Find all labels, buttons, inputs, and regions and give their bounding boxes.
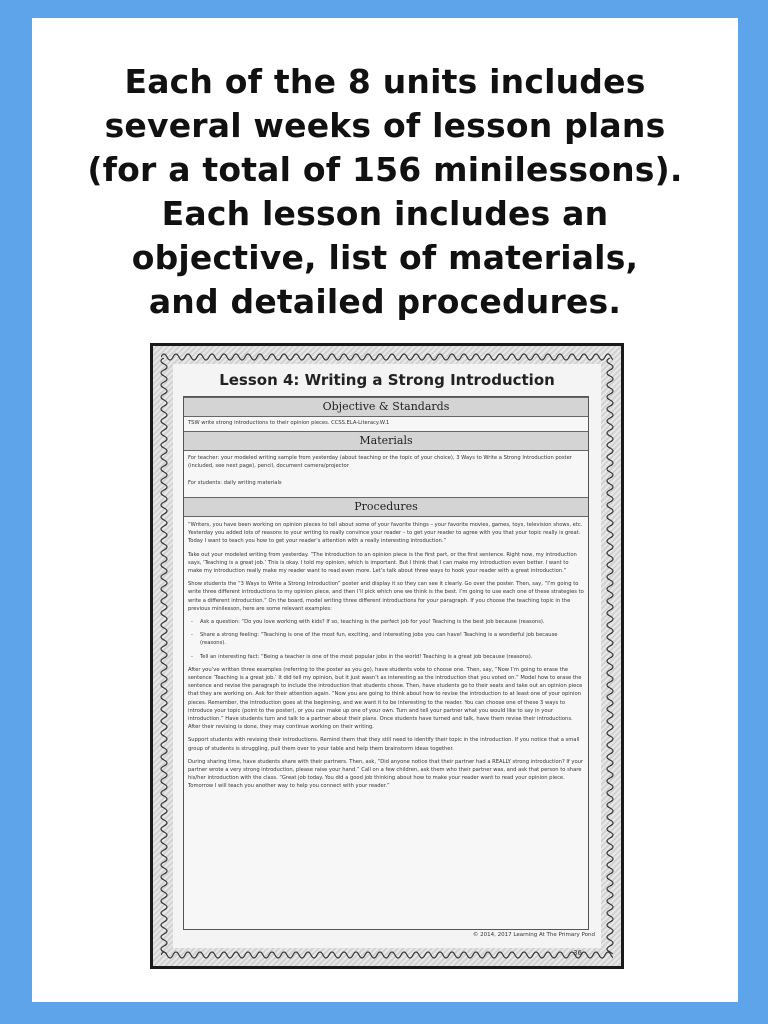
materials-text (188, 454, 584, 493)
headline (32, 60, 738, 324)
procedures-header: Procedures (184, 497, 588, 517)
headline-line: objective, list of materials, (131, 238, 639, 277)
promo-card (32, 18, 738, 1002)
lesson-page-preview (150, 343, 624, 969)
squiggle-border-right (603, 358, 617, 954)
example-item: - Share a strong feeling: “Teaching is one of the most fun, exciting, and interesting jobs you can have! Teaching is a wonderful job because (reasons). (188, 631, 584, 647)
squiggle-border-bottom (161, 948, 613, 962)
lesson-title: Lesson 4: Writing a Strong Introduction (219, 371, 555, 389)
copyright-text: © 2014, 2017 Learning At The Primary Pond (472, 932, 595, 938)
example-item: - Ask a question: “Do you love working with kids? If so, teaching is the perfect job for you! Teaching is the best job because (reasons). (188, 618, 584, 626)
materials-students: For students: daily writing materials (188, 480, 282, 487)
example-item: - Tell an interesting fact: “Being a teacher is one of the most popular jobs in the world! Teaching is a great job because (reasons). (188, 653, 584, 661)
squiggle-border-left (157, 358, 171, 954)
materials-header: Materials (184, 431, 588, 451)
lesson-sheet (173, 364, 601, 957)
procedure-paragraph: Support students with revising their introductions. Remind them that they still need to identify their topic in the introduction. If you notice that a small group of students is struggling, pull them over to your table and help them brainstorm ideas together. (188, 737, 580, 752)
procedure-paragraph: During sharing time, have students share with their partners. Then, ask, “Did anyone notice that their partner had a REALLY strong introduction? If your partner wrote a very strong introduction, please raise your hand.” Call on a few children, ask them who their partner was, and ask that person to share his/her introduction with the class. “Great job today. You did a good job thinking about how to make your reader want to read your opinion piece. Tomorrow I will teach you another way to help you connect with your reader.” (188, 758, 584, 790)
materials-teacher: For teacher: your modeled writing sample from yesterday (about teaching or the topic of your choice), 3 Ways to Write a Strong Introduction poster (included, see next page), pencil, document camera/projector (188, 455, 572, 470)
squiggle-border-top (161, 350, 613, 364)
objective-header: Objective & Standards (184, 397, 588, 417)
headline-line: Each lesson includes an (161, 194, 609, 233)
procedure-paragraph: After you’ve written three examples (referring to the poster as you go), have students vote to choose one. Then, say, “Now I’m going to erase the sentence ‘Teaching is a great job.’ It did tell my opinion, but it just wasn’t as interesting as the introduction that you voted on.” Model how to erase the sentence and revise the paragraph to include the introduction that students chose. Then, have students go to their seats and take out an opinion piece that they are working on. Ask for their attention again. “Now you are going to think about how to revise the introduction to at least one of your opinion pieces. Remember, the introduction goes at the beginning, and we want it to be interesting to the reader. You can choose one of these 3 ways to introduce your topic (point to the poster), or you can make up one of your own. Turn and tell your partner what you would like to say in your introduction.” Have students turn and talk to a partner about their plans. Once students have turned and talk, have them revise their introductions. After their revising is done, they may continue working on their writing. (188, 666, 583, 731)
headline-line: and detailed procedures. (148, 282, 622, 321)
page-number: 36 (573, 949, 582, 957)
procedures-text (188, 521, 584, 796)
headline-line: several weeks of lesson plans (104, 106, 666, 145)
procedure-paragraph: Show students the “3 Ways to Write a Strong Introduction” poster and display it so they can see it clearly. Go over the poster. Then, say, “I’m going to write three different introductions to my opinion piece, and then I’ll pick which one we think is the best. I’m going to use each one of these strategies to write a different introduction.” On the board, model writing three different introductions for your paragraph. If you choose the teaching topic in the previous minilesson, here are some relevant examples: (188, 581, 584, 612)
headline-line: Each of the 8 units includes (124, 62, 646, 101)
procedure-paragraph: Take out your modeled writing from yesterday. “The introduction to an opinion piece is the first part, or the first sentence. Right now, my introduction says, ‘Teaching is a great job.’ This is okay. I told my opinion, which is important. But I think that I can make my introduction even better. I want to make my introduction really make my reader want to read even more. Let’s talk about three ways to hook your reader with a great introduction.” (188, 551, 577, 575)
headline-line: (for a total of 156 minilessons). (87, 150, 683, 189)
objective-line: TSW write strong introductions to their opinion pieces. CCSS.ELA-Literacy.W.1 (188, 420, 390, 426)
procedure-paragraph: “Writers, you have been working on opinion pieces to tell about some of your favorite things – your favorite movies, games, toys, television shows, etc. Yesterday you added lots of reasons to your writing to really convince your reader – to get your reader to agree with you that your topic really is great. Today I want to teach you how to get your reader’s attention with a really interesting introduction.” (188, 522, 583, 545)
